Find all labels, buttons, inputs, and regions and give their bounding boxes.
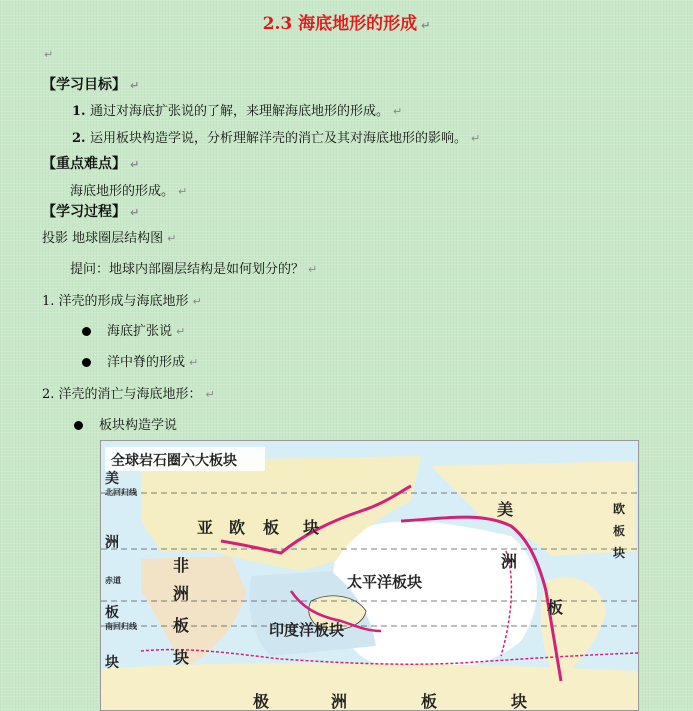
list-item: 洋中脊的形成 ↵	[82, 351, 198, 370]
objective-item: 1. 通过对海底扩张说的了解，来理解海底地形的形成。 ↵	[72, 104, 403, 119]
list-item: 板块构造学说	[74, 414, 177, 433]
label-american-bottom: 板	[547, 598, 564, 617]
key-points-text: 海底地形的形成。 ↵	[70, 184, 188, 199]
label-left-zhou: 洲	[105, 535, 119, 551]
label-antarctic-2: 洲	[331, 692, 348, 710]
bullet-icon	[82, 358, 91, 367]
label-antarctic-4: 块	[511, 692, 528, 710]
objectives-heading: 【学习目标】 ↵	[42, 77, 140, 93]
projection-text: 投影 地球圈层结构图 ↵	[42, 231, 177, 246]
label-equator: 赤道	[105, 576, 121, 585]
page-title: 2.3 海底地形的形成 ↵	[262, 14, 431, 34]
antarctic-plate	[101, 663, 638, 710]
label-african-2: 洲	[173, 584, 190, 603]
objective-item: 2. 运用板块构造学说，分析理解洋壳的消亡及其对海底地形的影响。 ↵	[72, 131, 481, 146]
label-eurasian-4: 块	[303, 518, 320, 537]
map-title: 全球岩石圈六大板块	[111, 453, 237, 469]
key-points-heading: 【重点难点】 ↵	[42, 156, 140, 172]
label-indian: 印度洋板块	[269, 621, 345, 639]
label-left-kuai: 块	[105, 655, 119, 671]
label-american-mid: 洲	[501, 552, 518, 571]
part2-title: 2. 洋壳的消亡与海底地形： ↵	[42, 387, 215, 402]
label-left-mei: 美	[105, 471, 119, 487]
label-left-ban: 板	[105, 605, 119, 621]
paragraph-mark: ↵	[44, 48, 54, 61]
list-item: 海底扩张说 ↵	[82, 320, 185, 339]
label-eurasian-1: 亚	[197, 518, 214, 537]
label-tropic-capricorn: 南回归线	[105, 622, 137, 631]
plate-map	[100, 440, 639, 711]
question-text: 提问：地球内部圈层结构是如何划分的？ ↵	[70, 262, 318, 277]
label-african-3: 板	[173, 616, 190, 635]
label-eurasian-3: 板	[263, 518, 280, 537]
label-american-top: 美	[497, 500, 514, 519]
label-pacific: 太平洋板块	[347, 573, 423, 591]
bullet-icon	[82, 327, 91, 336]
label-right-kuai: 块	[613, 546, 626, 560]
label-right-ban: 板	[613, 524, 626, 538]
label-tropic-cancer: 北回归线	[105, 488, 137, 497]
bullet-icon	[74, 421, 83, 430]
label-right-ou: 欧	[613, 502, 626, 516]
part1-title: 1. 洋壳的形成与海底地形 ↵	[42, 294, 202, 309]
label-antarctic-3: 板	[421, 692, 438, 710]
label-african-1: 非	[173, 556, 190, 575]
label-eurasian-2: 欧	[229, 518, 246, 537]
process-heading: 【学习过程】 ↵	[42, 204, 140, 220]
pacific-plate	[333, 521, 537, 671]
label-antarctic-1: 极	[253, 692, 270, 710]
label-african-4: 块	[173, 648, 190, 667]
